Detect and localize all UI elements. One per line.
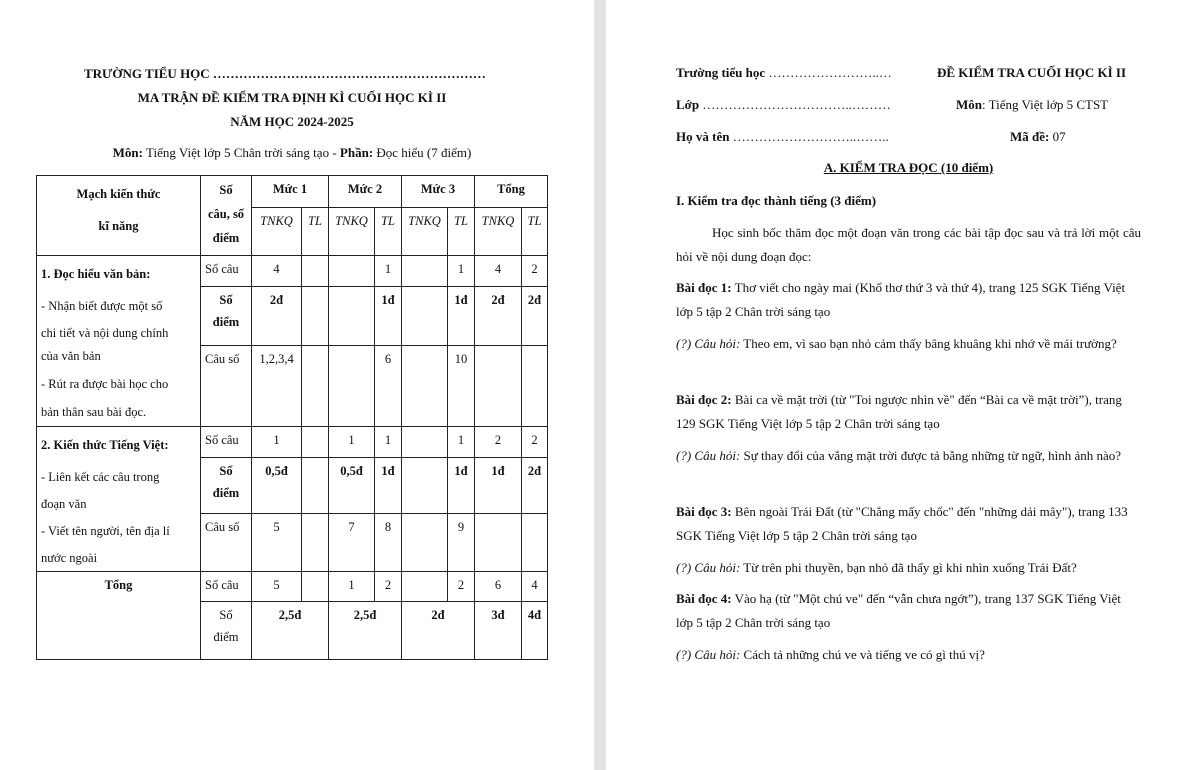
table-cell: 2đ <box>522 286 548 345</box>
reading-3: Bài đọc 3: Bên ngoài Trái Đất (từ "Chẳng mấy chốc" đến "những dải mây"), trang 133 SGK Tiếng Việt lớp 5 tập 2 Chân trời sáng tạo <box>676 504 1128 543</box>
table-cell <box>302 427 329 458</box>
table-cell <box>302 513 329 571</box>
subject-line <box>36 145 548 161</box>
question-1: (?) Câu hỏi: Theo em, vì sao bạn nhỏ cảm thấy bâng khuâng khi nhớ về mái trường? <box>676 336 1117 351</box>
table-cell: 2đ <box>475 286 522 345</box>
table-cell: 2 <box>475 427 522 458</box>
row-label-causo: Câu số <box>201 345 252 426</box>
table-cell <box>402 458 448 514</box>
section-a-heading: A. KIỂM TRA ĐỌC (10 điểm) <box>823 160 994 175</box>
table-cell: 1 <box>329 572 375 602</box>
table-cell <box>475 345 522 426</box>
exam-code: Mã đề: 07 <box>1010 129 1066 144</box>
table-cell: 1 <box>252 427 302 458</box>
reading-1: Bài đọc 1: Thơ viết cho ngày mai (Khổ thơ thứ 3 và thứ 4), trang 125 SGK Tiếng Việt lớp 5 tập 2 Chân trời sáng tạo <box>676 280 1126 319</box>
table-cell <box>522 345 548 426</box>
subject-value: Tiếng Việt lớp 5 Chân trời sáng tạo - <box>146 145 337 160</box>
row-label-socau: Số câu <box>201 572 252 602</box>
table-cell: 1,2,3,4 <box>252 345 302 426</box>
table-cell: 1đ <box>375 286 402 345</box>
table-cell <box>302 286 329 345</box>
section-2-description: 2. Kiến thức Tiếng Việt: - Liên kết các câu trong đoạn văn - Viết tên người, tên địa lí nước ngoài <box>37 427 201 572</box>
table-cell: 10 <box>448 345 475 426</box>
table-cell: 2đ <box>402 602 475 660</box>
reading-2: Bài đọc 2: Bài ca về mặt trời (từ "Toi ngược nhìn về" đến “Bài ca về mặt trời”), trang 129 SGK Tiếng Việt lớp 5 tập 2 Chân trời sáng tạo <box>676 392 1122 431</box>
total-row-label: Tổng <box>37 572 201 660</box>
table-cell <box>402 427 448 458</box>
table-cell <box>402 256 448 287</box>
table-cell <box>329 286 375 345</box>
header-count-cell: Số câu, số điểm <box>201 176 252 256</box>
table-cell: 4 <box>522 572 548 602</box>
table-cell <box>522 513 548 571</box>
table-cell <box>302 256 329 287</box>
subheader-tl: TL <box>375 208 402 256</box>
table-cell: 1 <box>375 256 402 287</box>
row-label-sodiem: Số điểm <box>201 602 252 660</box>
subheader-tnkq: TNKQ <box>475 208 522 256</box>
intro-paragraph: Học sinh bốc thăm đọc một đoạn văn trong các bài tập đọc sau và trả lời một câu hỏi về nội dung đoạn đọc: <box>676 225 1141 264</box>
subheader-tnkq: TNKQ <box>252 208 302 256</box>
row-label-socau: Số câu <box>201 256 252 287</box>
table-cell: 2 <box>522 427 548 458</box>
table-cell: 1đ <box>448 458 475 514</box>
table-cell: 2 <box>375 572 402 602</box>
table-cell <box>329 256 375 287</box>
exam-title: ĐỀ KIỂM TRA CUỐI HỌC KÌ II <box>937 65 1127 80</box>
table-cell: 1 <box>448 427 475 458</box>
table-cell: 5 <box>252 572 302 602</box>
table-cell <box>302 345 329 426</box>
table-cell: 1 <box>375 427 402 458</box>
school-year: NĂM HỌC 2024-2025 <box>230 114 354 129</box>
table-cell: 0,5đ <box>329 458 375 514</box>
subheader-tnkq: TNKQ <box>329 208 375 256</box>
table-cell: 4đ <box>522 602 548 660</box>
page-gutter <box>594 0 606 770</box>
table-cell: 4 <box>252 256 302 287</box>
header-level-1: Mức 1 <box>252 176 329 208</box>
table-cell <box>302 458 329 514</box>
subject-label: Môn: <box>112 145 143 160</box>
row-label-sodiem: Số điểm <box>201 286 252 345</box>
table-cell: 6 <box>375 345 402 426</box>
header-total: Tổng <box>475 176 548 208</box>
table-cell <box>329 345 375 426</box>
subheader-tl: TL <box>448 208 475 256</box>
school-field: Trường tiểu học ……………………..… <box>676 65 892 80</box>
table-cell: 8 <box>375 513 402 571</box>
table-cell <box>402 513 448 571</box>
table-cell: 0,5đ <box>252 458 302 514</box>
table-cell <box>402 345 448 426</box>
table-cell: 1 <box>448 256 475 287</box>
header-skill-cell: Mạch kiến thức kĩ năng <box>37 176 201 256</box>
table-cell: 6 <box>475 572 522 602</box>
name-field: Họ và tên ………………………..…….. <box>676 129 889 144</box>
row-label-sodiem: Số điểm <box>201 458 252 514</box>
table-cell: 9 <box>448 513 475 571</box>
question-3: (?) Câu hỏi: Từ trên phi thuyền, bạn nhỏ đã thấy gì khi nhìn xuống Trái Đất? <box>676 560 1077 575</box>
table-cell: 3đ <box>475 602 522 660</box>
reading-4: Bài đọc 4: Vào hạ (từ "Một chú ve" đến “vẫn chưa ngớt”), trang 137 SGK Tiếng Việt lớp 5 tập 2 Chân trời sáng tạo <box>676 591 1121 630</box>
matrix-title: MA TRẬN ĐỀ KIỂM TRA ĐỊNH KÌ CUỐI HỌC KÌ II <box>137 90 447 105</box>
table-cell <box>402 286 448 345</box>
question-4: (?) Câu hỏi: Cách tả những chú ve và tiếng ve có gì thú vị? <box>676 647 985 662</box>
part-label: Phần: <box>339 145 374 160</box>
table-cell: 5 <box>252 513 302 571</box>
subheader-tnkq: TNKQ <box>402 208 448 256</box>
table-cell: 1đ <box>375 458 402 514</box>
table-cell: 2đ <box>522 458 548 514</box>
subheader-tl: TL <box>302 208 329 256</box>
row-label-causo: Câu số <box>201 513 252 571</box>
class-field: Lớp ……………………………..……… <box>676 97 891 112</box>
table-cell: 2,5đ <box>329 602 402 660</box>
header-level-3: Mức 3 <box>402 176 475 208</box>
part-value: Đọc hiểu (7 điểm) <box>376 145 472 160</box>
assessment-matrix-table <box>36 175 548 660</box>
table-cell: 1 <box>329 427 375 458</box>
table-cell: 1đ <box>448 286 475 345</box>
table-cell: 2 <box>448 572 475 602</box>
table-cell: 7 <box>329 513 375 571</box>
row-label-socau: Số câu <box>201 427 252 458</box>
table-cell: 2 <box>522 256 548 287</box>
table-cell: 2,5đ <box>252 602 329 660</box>
table-cell <box>475 513 522 571</box>
school-line: TRƯỜNG TIỂU HỌC ……………………………………………………… <box>84 66 486 81</box>
subheader-tl: TL <box>522 208 548 256</box>
table-cell <box>302 572 329 602</box>
subject-field: Môn: Tiếng Việt lớp 5 CTST <box>956 97 1109 112</box>
table-cell: 4 <box>475 256 522 287</box>
section-1-description: 1. Đọc hiểu văn bản: - Nhận biết được một số chi tiết và nội dung chính của văn bản - Rút ra được bài học cho bản thân sau bài đọc. <box>37 256 201 427</box>
document-page-left <box>0 0 594 770</box>
table-cell: 1đ <box>475 458 522 514</box>
question-2: (?) Câu hỏi: Sự thay đổi của vắng mặt trời được tả bằng những từ ngữ, hình ảnh nào? <box>676 448 1122 463</box>
section-1-heading: I. Kiểm tra đọc thành tiếng (3 điểm) <box>676 193 877 208</box>
table-cell: 2đ <box>252 286 302 345</box>
table-cell <box>402 572 448 602</box>
header-level-2: Mức 2 <box>329 176 402 208</box>
